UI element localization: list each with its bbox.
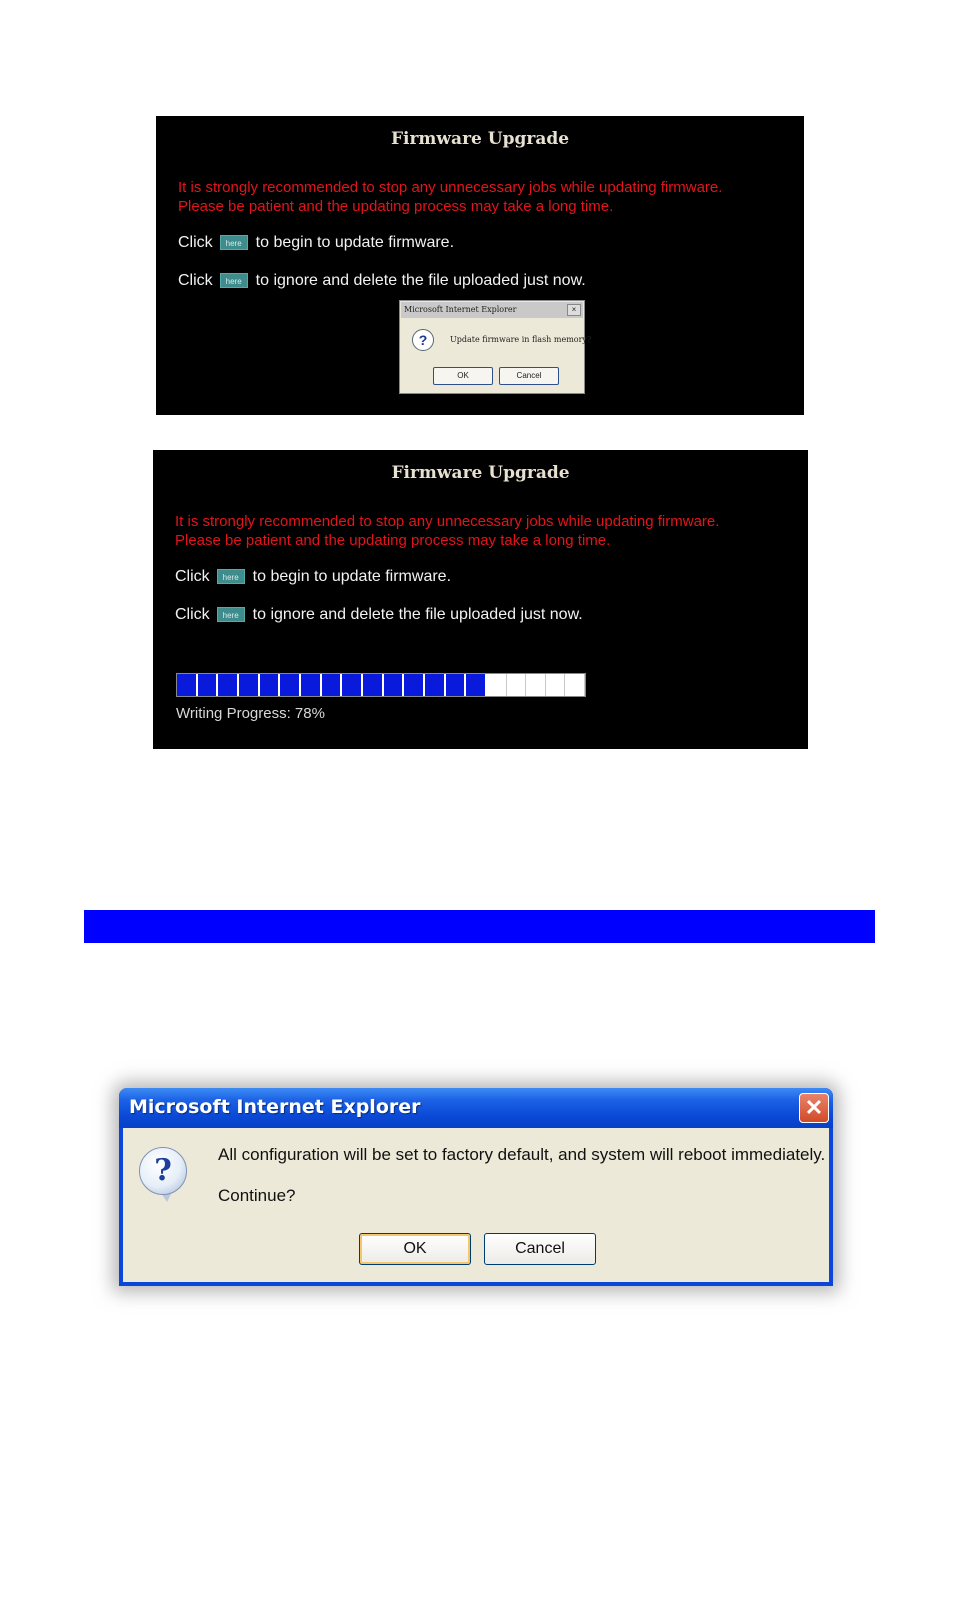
dialog-message: Update firmware in flash memory?: [450, 335, 592, 344]
begin-update-line: [178, 234, 454, 252]
update-firmware-dialog: [399, 300, 592, 394]
progress-segment-empty: [507, 674, 527, 696]
close-icon[interactable]: ×: [567, 304, 581, 316]
progress-segment-filled: [280, 674, 301, 696]
factory-reset-dialog: [119, 1088, 833, 1286]
progress-segment-filled: [198, 674, 219, 696]
progress-segment-empty: [526, 674, 546, 696]
progress-segment-filled: [239, 674, 260, 696]
progress-segment-filled: [322, 674, 343, 696]
progress-segment-filled: [384, 674, 405, 696]
writing-progress-bar: [176, 673, 586, 697]
dialog-title: Microsoft Internet Explorer: [129, 1096, 421, 1118]
progress-segment-empty: [565, 674, 585, 696]
ignore-file-line: [178, 272, 586, 290]
progress-segment-filled: [342, 674, 363, 696]
begin-update-text: to begin to update firmware.: [252, 568, 452, 585]
ignore-file-here-button[interactable]: here: [220, 273, 248, 288]
begin-update-here-button[interactable]: here: [217, 569, 245, 584]
progress-segment-filled: [363, 674, 384, 696]
progress-segment-empty: [546, 674, 566, 696]
warning-line-1: It is strongly recommended to stop any unnecessary jobs while updating firmware.: [175, 513, 720, 530]
dialog-body: [123, 1128, 829, 1282]
dialog-question: Continue?: [218, 1186, 296, 1205]
dialog-title: Microsoft Internet Explorer: [404, 305, 517, 314]
question-icon: ?: [412, 329, 434, 351]
progress-segment-filled: [466, 674, 487, 696]
firmware-upgrade-panel-progress: [153, 450, 808, 749]
writing-progress-label: Writing Progress: 78%: [176, 705, 325, 722]
progress-segment-filled: [177, 674, 198, 696]
cancel-button[interactable]: Cancel: [484, 1233, 596, 1265]
begin-update-text: to begin to update firmware.: [255, 234, 455, 251]
progress-segment-empty: [487, 674, 507, 696]
ignore-file-text: to ignore and delete the file uploaded just now.: [255, 272, 586, 289]
progress-segment-filled: [404, 674, 425, 696]
dialog-titlebar: [401, 302, 583, 318]
ignore-file-here-button[interactable]: here: [217, 607, 245, 622]
question-icon: ?: [139, 1147, 187, 1195]
begin-update-line: [175, 568, 451, 586]
dialog-titlebar: [119, 1088, 833, 1128]
warning-line-2: Please be patient and the updating process may take a long time.: [178, 198, 614, 215]
warning-text: [178, 178, 722, 216]
ignore-file-text: to ignore and delete the file uploaded just now.: [252, 606, 583, 623]
panel-title: Firmware Upgrade: [391, 463, 570, 483]
panel-title: Firmware Upgrade: [390, 129, 570, 149]
section-header-bar: [84, 910, 875, 943]
progress-segment-filled: [260, 674, 281, 696]
ok-button[interactable]: OK: [359, 1233, 471, 1265]
progress-segment-filled: [446, 674, 467, 696]
ignore-file-line: [175, 606, 583, 624]
firmware-upgrade-panel-confirm: [156, 116, 804, 415]
click-label: Click: [175, 568, 210, 585]
ok-button[interactable]: OK: [433, 367, 493, 385]
progress-segment-filled: [425, 674, 446, 696]
click-label: Click: [178, 272, 213, 289]
warning-line-1: It is strongly recommended to stop any unnecessary jobs while updating firmware.: [178, 179, 723, 196]
cancel-button[interactable]: Cancel: [499, 367, 559, 385]
progress-segment-filled: [301, 674, 322, 696]
click-label: Click: [178, 234, 213, 251]
begin-update-here-button[interactable]: here: [220, 235, 248, 250]
progress-segment-filled: [218, 674, 239, 696]
warning-line-2: Please be patient and the updating process may take a long time.: [175, 532, 611, 549]
click-label: Click: [175, 606, 210, 623]
close-icon[interactable]: ✕: [799, 1093, 829, 1123]
dialog-message: All configuration will be set to factory default, and system will reboot immediately.: [218, 1145, 826, 1164]
warning-text: [175, 512, 719, 550]
